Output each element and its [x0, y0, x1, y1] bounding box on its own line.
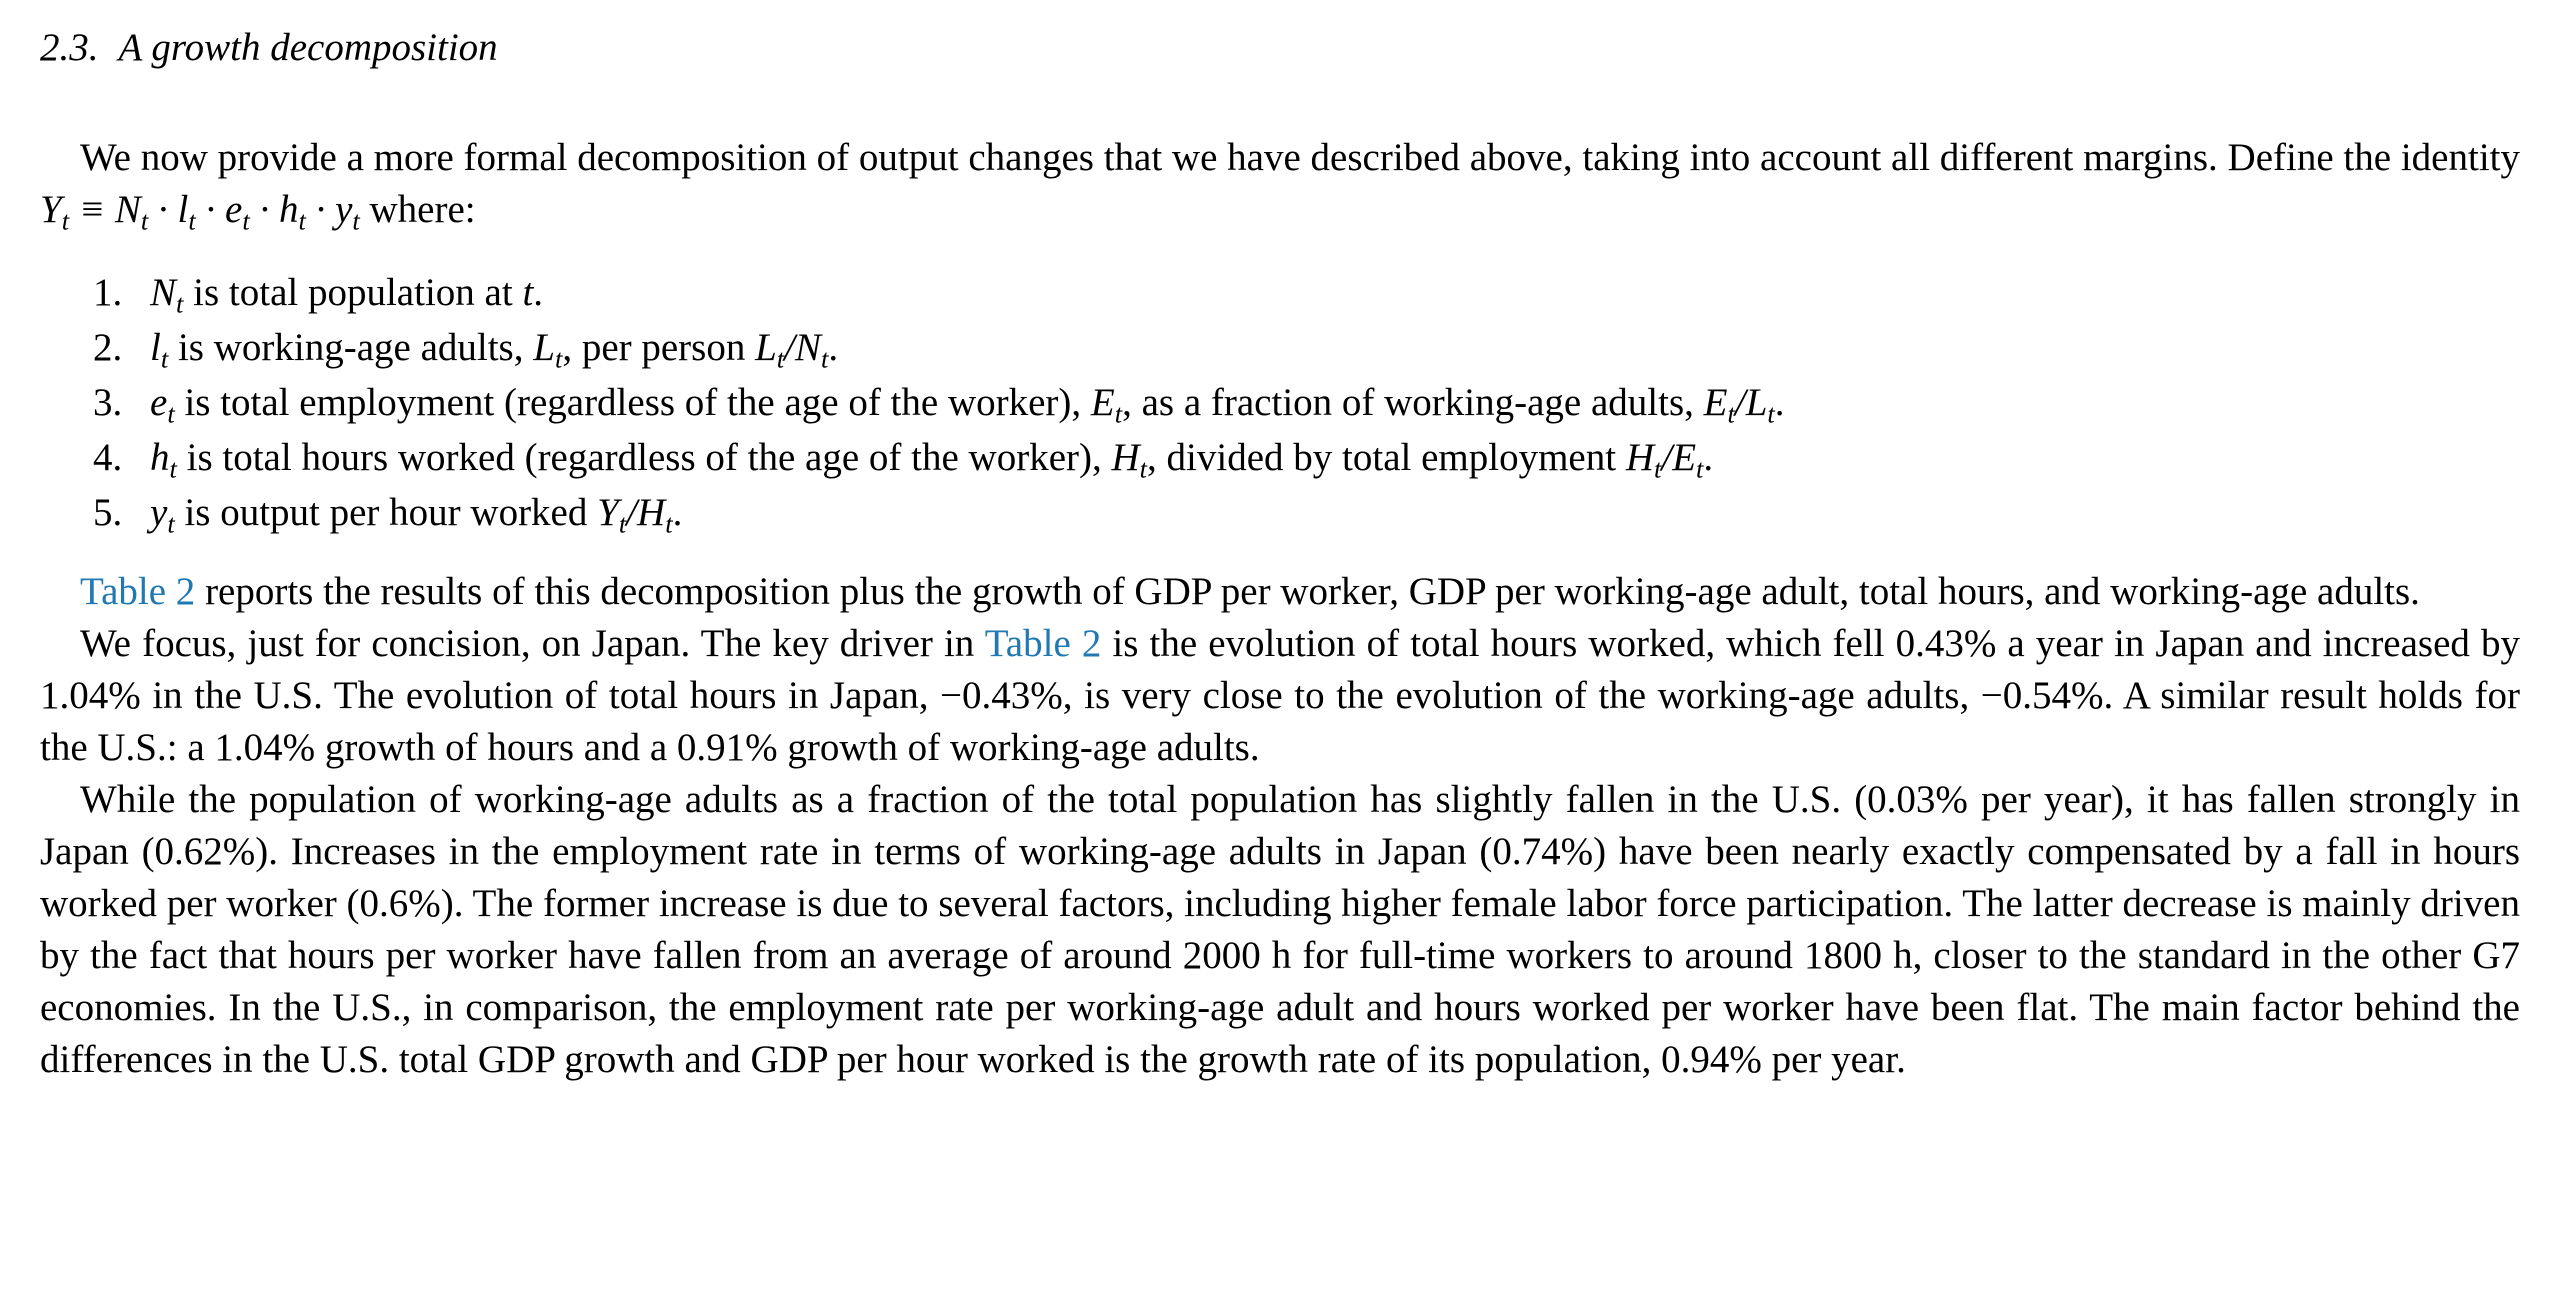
math-expression: $N_t$ [150, 271, 184, 319]
math-expression: $H_t$ [1111, 436, 1148, 484]
list-item-content: $l_t$ is working-age adults, $L_t$, per person $L_t/N_t$. [150, 326, 839, 374]
math-expression: $Y_t/H_t$ [597, 491, 673, 539]
paragraph-working-age-population: While the population of working-age adults as a fraction of the total population has slightly fallen in the U.S. (0.03% per year), it has fallen strongly in Japan (0.62%). Increases in the employment rate in terms of working-age adults in Japan (0.74%) have been nearly exactly compensated by a fall in hours worked per worker (0.6%). The former increase is due to several factors, including higher female labor force participation. The latter decrease is mainly driven by the fact that hours per worker have fallen from an average of around 2000 h for full-time workers to around 1800 h, closer to the standard in the other G7 economies. In the U.S., in comparison, the employment rate per working-age adult and hours worked per worker have been flat. The main factor behind the differences in the U.S. total GDP growth and GDP per hour worked is the growth rate of its population, 0.94% per year. [40, 778, 2520, 1081]
list-item-number: 5. [93, 491, 123, 534]
math-expression: $L_t/N_t$ [755, 326, 829, 374]
table-2-link[interactable]: Table 2 [984, 622, 1102, 665]
list-item-content: $y_t$ is output per hour worked $Y_t/H_t$. [150, 491, 683, 539]
math-expression: $L_t$ [533, 326, 563, 374]
list-item-number: 3. [93, 381, 123, 424]
paragraph-table2-summary: Table 2 reports the results of this decomposition plus the growth of GDP per worker, GDP per working-age adult, total hours, and working-age adults. [80, 570, 2420, 613]
math-expression: t [522, 271, 534, 314]
list-item [93, 375, 2520, 430]
math-expression: $E_t$ [1090, 381, 1123, 429]
table-2-link[interactable]: Table 2 [80, 570, 196, 613]
list-item-content: $N_t$ is total population at t. [150, 271, 544, 319]
list-item-number: 4. [93, 436, 123, 479]
paragraph-intro: We now provide a more formal decomposition of output changes that we have described above, taking into account all different margins. Define the identity $Y_t \equiv N_t \cdot l_t \cdot e_t \cdot h_t \cdot y_t$ where: [40, 136, 2520, 236]
list-item-content: $h_t$ is total hours worked (regardless of the age of the worker), $H_t$, divided by total employment $H_t/E_t$. [150, 436, 1714, 484]
math-expression: $e_t$ [150, 381, 175, 429]
list-item [93, 485, 2520, 540]
list-item [93, 320, 2520, 375]
section-number: 2.3. [40, 26, 99, 69]
list-item [93, 430, 2520, 485]
math-expression: $E_t/L_t$ [1703, 381, 1775, 429]
list-item-number: 1. [93, 271, 123, 314]
math-expression: $y_t$ [150, 491, 175, 539]
list-item [93, 265, 2520, 320]
section-heading [40, 22, 2520, 74]
math-expression: $l_t$ [150, 326, 169, 374]
list-item-number: 2. [93, 326, 123, 369]
section-title: A growth decomposition [118, 26, 498, 69]
paragraph-japan-focus: We focus, just for concision, on Japan. The key driver in Table 2 is the evolution of total hours worked, which fell 0.43% a year in Japan and increased by 1.04% in the U.S. The evolution of total hours in Japan, −0.43%, is very close to the evolution of the working-age adults, −0.54%. A similar result holds for the U.S.: a 1.04% growth of hours and a 0.91% growth of working-age adults. [40, 622, 2520, 769]
list-item-content: $e_t$ is total employment (regardless of the age of the worker), $E_t$, as a fraction of working-age adults, $E_t/L_t$. [150, 381, 1785, 429]
variable-list [40, 265, 2520, 540]
math-expression: $H_t/E_t$ [1625, 436, 1704, 484]
math-expression: $h_t$ [150, 436, 177, 484]
math-expression: $Y_t \equiv N_t \cdot l_t \cdot e_t \cdot h_t \cdot y_t$ [40, 188, 360, 236]
